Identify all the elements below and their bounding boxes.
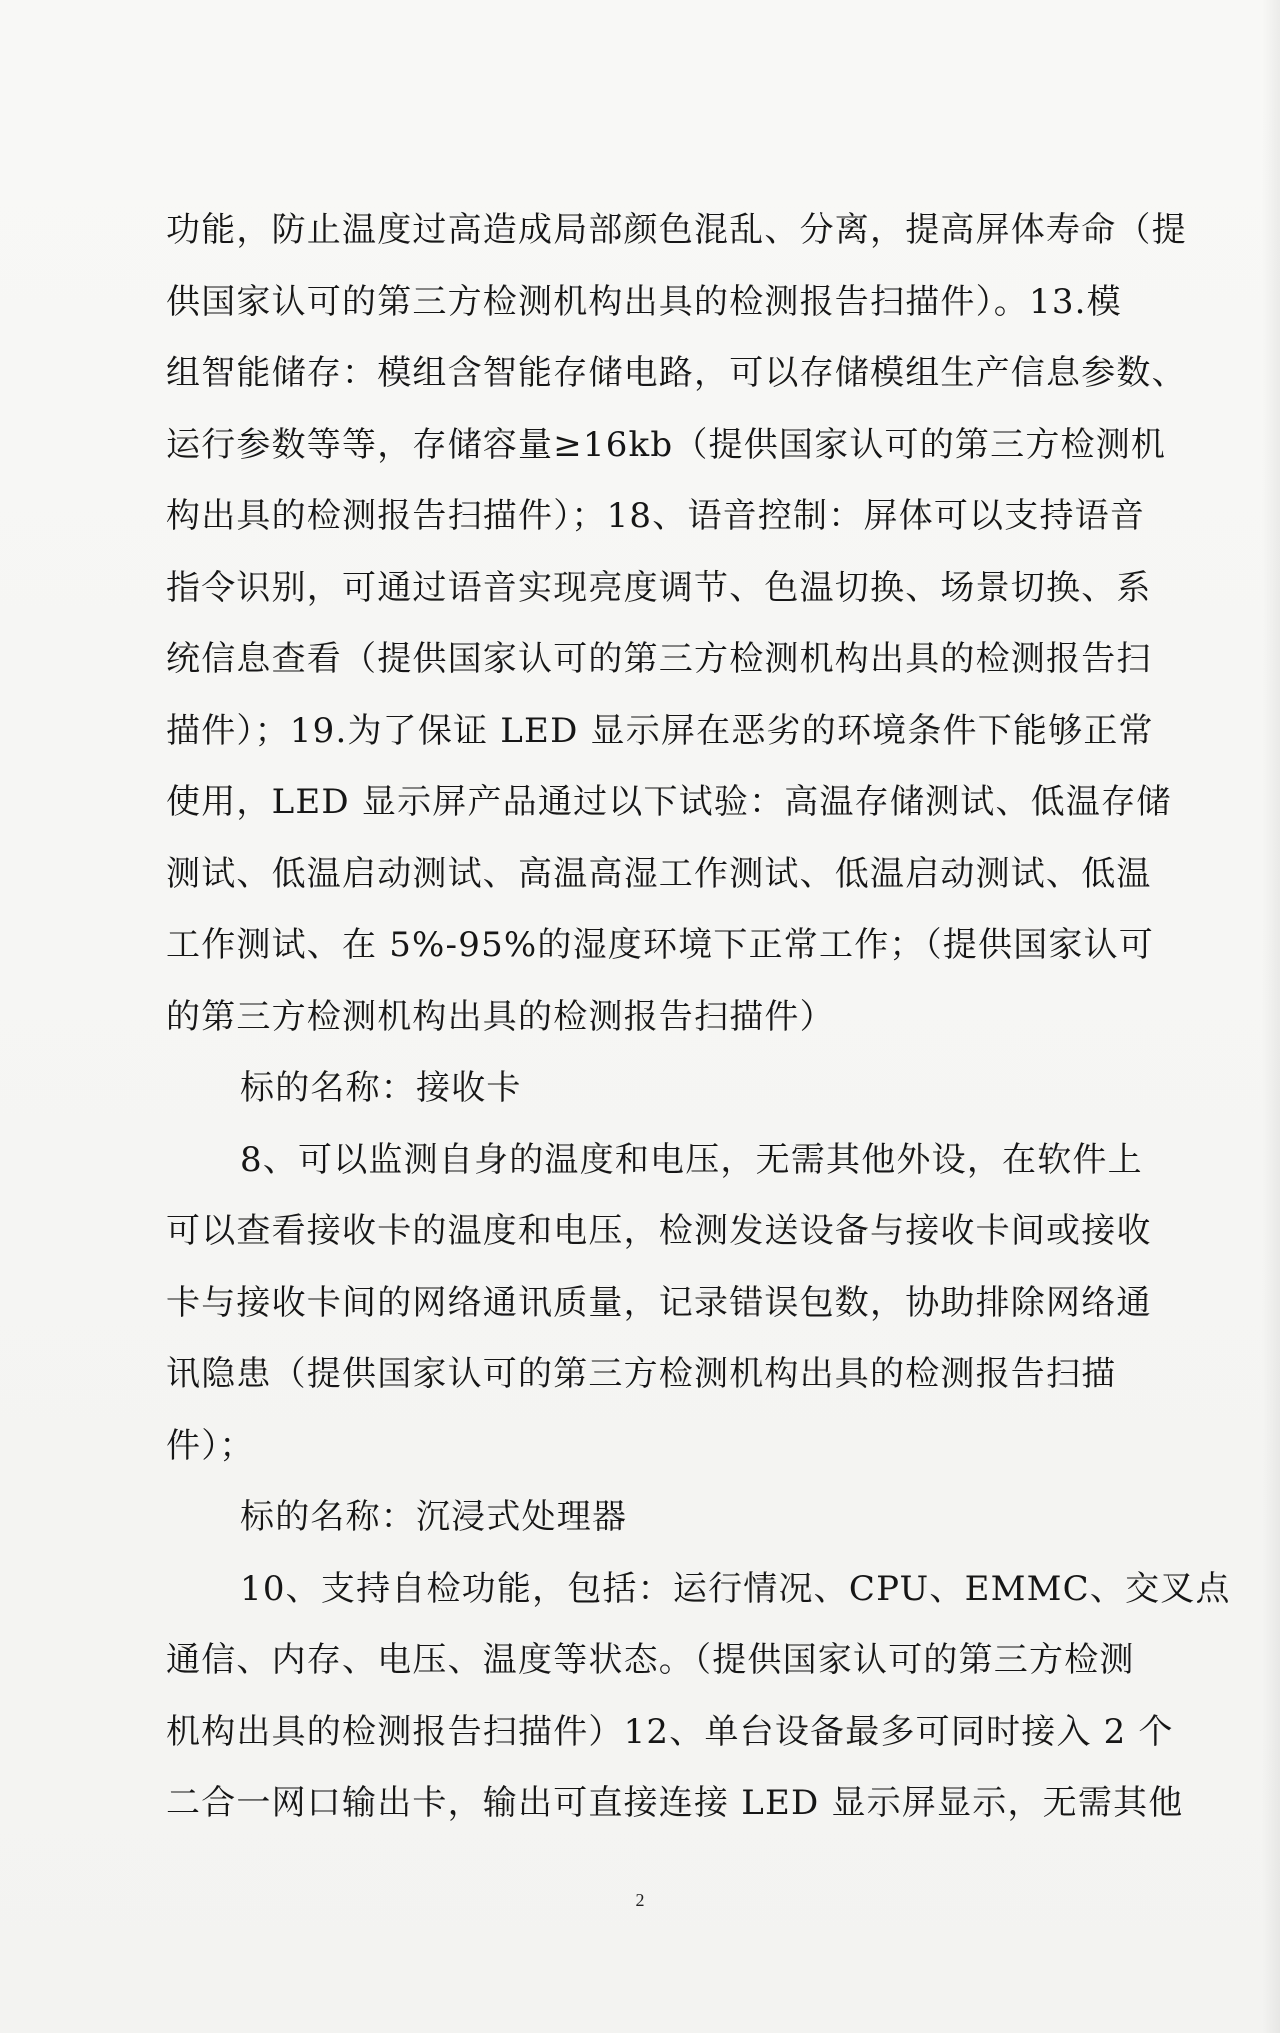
section-heading-receiver-card: 标的名称：接收卡 <box>240 1068 522 1108</box>
text-line: 8、可以监测自身的温度和电压，无需其他外设，在软件上 <box>240 1139 1143 1180</box>
text-line: 组智能储存：模组含智能存储电路，可以存储模组生产信息参数、 <box>166 353 1187 393</box>
text-line: 可以查看接收卡的温度和电压，检测发送设备与接收卡间或接收 <box>166 1211 1152 1251</box>
section-heading-processor: 标的名称：沉浸式处理器 <box>240 1497 628 1537</box>
text-line: 运行参数等等，存储容量≥16kb（提供国家认可的第三方检测机 <box>166 424 1167 465</box>
text-line: 构出具的检测报告扫描件）；18、语音控制：屏体可以支持语音 <box>166 496 1146 536</box>
page-number: 2 <box>635 1890 645 1910</box>
text-line: 功能，防止温度过高造成局部颜色混乱、分离，提高屏体寿命（提 <box>166 210 1187 250</box>
text-line: 指令识别，可通过语音实现亮度调节、色温切换、场景切换、系 <box>166 567 1152 608</box>
text-line: 10、支持自检功能，包括：运行情况、CPU、EMMC、交叉点 <box>240 1568 1231 1609</box>
text-line: 描件）；19.为了保证 LED 显示屏在恶劣的环境条件下能够正常 <box>166 710 1154 751</box>
text-line: 工作测试、在 5%-95%的湿度环境下正常工作；（提供国家认可 <box>166 925 1155 965</box>
text-line: 讯隐患（提供国家认可的第三方检测机构出具的检测报告扫描 <box>166 1354 1117 1394</box>
text-line: 卡与接收卡间的网络通讯质量，记录错误包数，协助排除网络通 <box>166 1282 1152 1323</box>
text-line: 供国家认可的第三方检测机构出具的检测报告扫描件）。13.模 <box>166 281 1122 322</box>
text-line: 二合一网口输出卡，输出可直接连接 LED 显示屏显示，无需其他 <box>166 1783 1184 1823</box>
text-line: 测试、低温启动测试、高温高湿工作测试、低温启动测试、低温 <box>166 853 1152 894</box>
document-body <box>166 195 1231 1840</box>
text-line: 的第三方检测机构出具的检测报告扫描件） <box>166 996 835 1037</box>
text-line: 件）； <box>166 1425 255 1466</box>
text-line: 机构出具的检测报告扫描件）12、单台设备最多可同时接入 2 个 <box>166 1711 1174 1752</box>
text-line: 统信息查看（提供国家认可的第三方检测机构出具的检测报告扫 <box>166 639 1152 679</box>
page-edge-shadow <box>1262 0 1280 2033</box>
text-line: 通信、内存、电压、温度等状态。（提供国家认可的第三方检测 <box>166 1640 1135 1680</box>
text-line: 使用，LED 显示屏产品通过以下试验：高温存储测试、低温存储 <box>166 782 1172 822</box>
